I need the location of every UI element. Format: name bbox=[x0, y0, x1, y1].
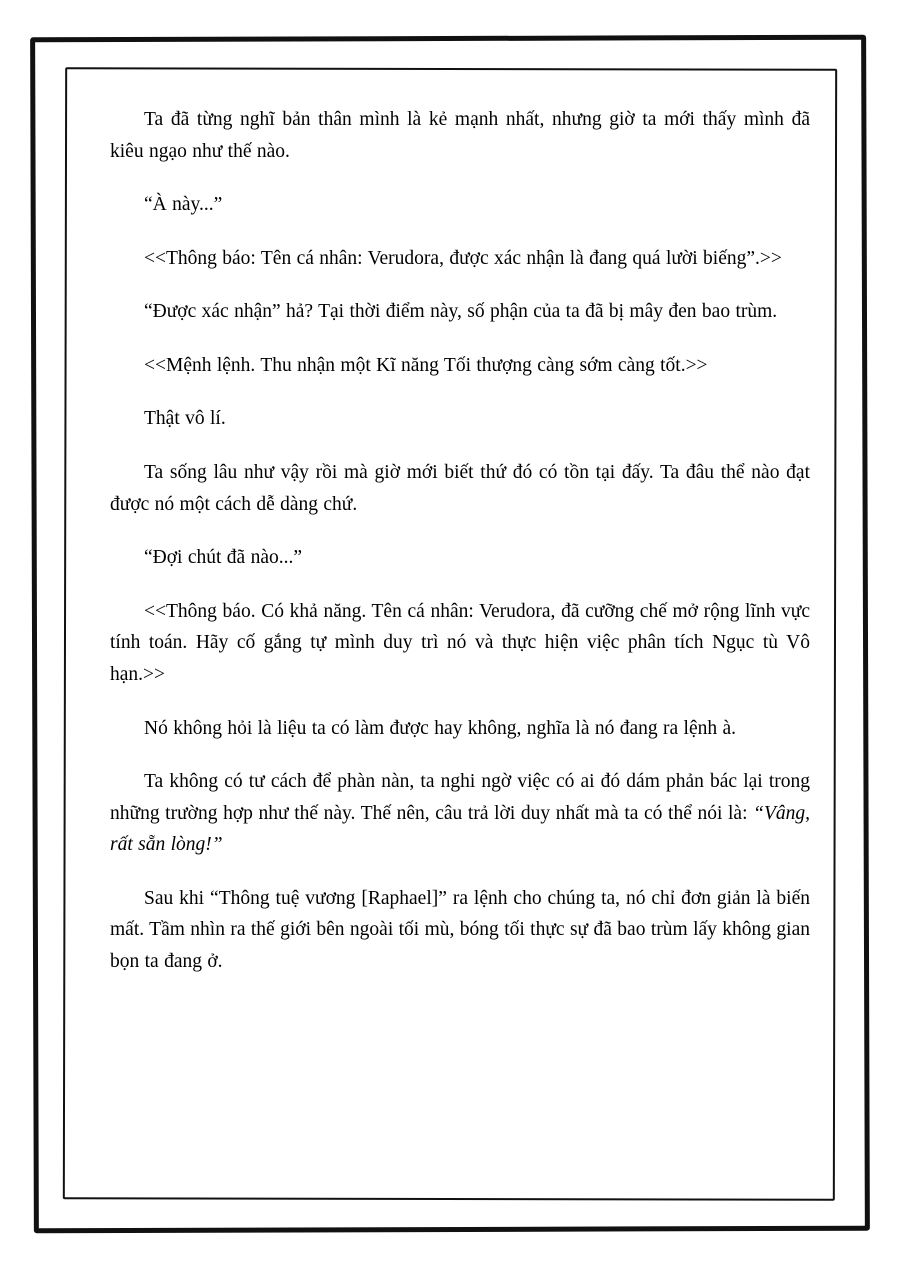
page-body-text bbox=[110, 104, 810, 1164]
paragraph-5: <<Mệnh lệnh. Thu nhận một Kĩ năng Tối thượng càng sớm càng tốt.>> bbox=[144, 354, 708, 376]
paragraph-6: Thật vô lí. bbox=[144, 408, 226, 430]
paragraph-11 bbox=[110, 766, 810, 861]
paragraph-2: “À này...” bbox=[144, 194, 223, 216]
paragraph-3: <<Thông báo: Tên cá nhân: Verudora, được xác nhận là đang quá lười biếng”.>> bbox=[144, 247, 782, 269]
paragraph-12: Sau khi “Thông tuệ vương [Raphael]” ra lệnh cho chúng ta, nó chỉ đơn giản là biến mất. Tầm nhìn ra thế giới bên ngoài tối mù, bóng tối thực sự đã bao trùm lấy không gian bọn ta đang ở. bbox=[110, 887, 810, 972]
paragraph-10: Nó không hỏi là liệu ta có làm được hay không, nghĩa là nó đang ra lệnh à. bbox=[144, 717, 737, 739]
italic-quote: “Vâng, rất sẵn lòng!” bbox=[110, 802, 810, 856]
paragraph-9: <<Thông báo. Có khả năng. Tên cá nhân: Verudora, đã cưỡng chế mở rộng lĩnh vực tính toán. Hãy cố gắng tự mình duy trì nó và thực hiện việc phân tích Ngục tù Vô hạn.>> bbox=[110, 600, 810, 685]
paragraph-1: Ta đã từng nghĩ bản thân mình là kẻ mạnh nhất, nhưng giờ ta mới thấy mình đã kiêu ngạo như thế nào. bbox=[110, 109, 810, 162]
paragraph-11-text: Ta không có tư cách để phàn nàn, ta nghi ngờ việc có ai đó dám phản bác lại trong những trường hợp như thế này. Thế nên, câu trả lời duy nhất mà ta có thể nói là: bbox=[110, 771, 810, 824]
paragraph-4: “Được xác nhận” hả? Tại thời điểm này, số phận của ta đã bị mây đen bao trùm. bbox=[144, 301, 778, 323]
paragraph-8: “Đợi chút đã nào...” bbox=[144, 547, 303, 569]
paragraph-7: Ta sống lâu như vậy rồi mà giờ mới biết thứ đó có tồn tại đấy. Ta đâu thể nào đạt được nó một cách dễ dàng chứ. bbox=[110, 462, 810, 515]
